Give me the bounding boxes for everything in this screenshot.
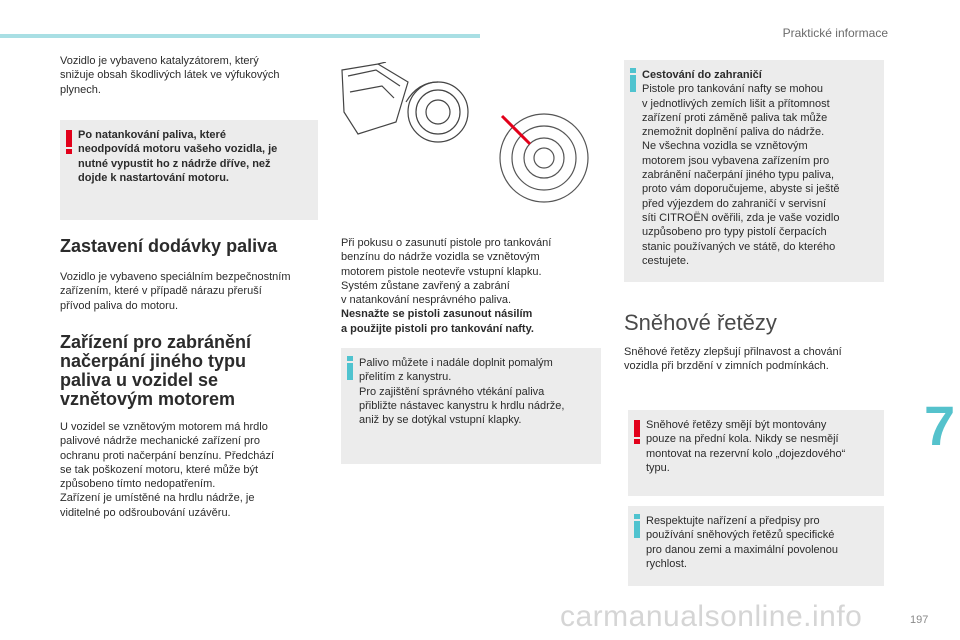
warning-box-fuel — [60, 120, 318, 220]
page-number: 197 — [910, 614, 929, 626]
info-box-regulations — [628, 506, 884, 586]
fuel-filler-neck-illustration — [338, 62, 478, 152]
warning-box-snow-chains — [628, 410, 884, 496]
filler-cap-detail-icon — [496, 110, 592, 206]
info-icon — [630, 68, 636, 92]
heading-misfuel-device: Zařízení pro zabránění načerpání jiného typu paliva u vozidel se vznětovým motorem — [60, 332, 252, 409]
warning-text: Po natankování paliva, které neodpovídá motoru vašeho vozidla, je nutné vypustit ho z nádrže dříve, než dojde k nastartování motoru. — [78, 129, 278, 184]
chapter-number: 7 — [924, 394, 956, 457]
info-icon — [347, 356, 353, 380]
heading-snow-chains: Sněhové řetězy — [624, 310, 777, 335]
fuel-cutoff-paragraph: Vozidlo je vybaveno speciálním bezpečnostním zařízením, které v případě nárazu přeruší přívod paliva do motoru. — [60, 271, 291, 312]
snow-chains-warning-text: Sněhové řetězy smějí být montovány pouze na přední kola. Nikdy se nesmějí montovat na rezervní kolo „dojezdového“ typu. — [646, 419, 846, 474]
watermark: carmanualsonline.info — [560, 600, 863, 633]
info-box-travel-abroad — [624, 60, 884, 282]
section-title: Praktické informace — [782, 26, 888, 40]
warning-icon — [634, 420, 640, 444]
heading-fuel-cutoff: Zastavení dodávky paliva — [60, 236, 278, 256]
snow-chains-paragraph: Sněhové řetězy zlepšují přilnavost a chování vozidla při brzdění v zimních podmínkách. — [624, 346, 842, 373]
info-text: Palivo můžete i nadále doplnit pomalým přelitím z kanystru. Pro zajištění správného vtékání paliva přibližte nástavec kanystru k hrdlu nádrže, aniž by se dotýkal vstupní klapky. — [359, 357, 565, 427]
section-accent-bar — [0, 34, 480, 38]
intro-paragraph: Vozidlo je vybaveno katalyzátorem, který snižuje obsah škodlivých látek ve výfukových plynech. — [60, 55, 280, 96]
misfuel-device-paragraph: U vozidel se vznětovým motorem má hrdlo palivové nádrže mechanické zařízení pro ochranu proti načerpání benzínu. Předchází se tak poškození motoru, které může být způsobeno tímto nedopatřením. Zařízení je umístěné na hrdlu nádrže, je viditelné po odšroubování uzávěru. — [60, 421, 275, 519]
info-icon — [634, 514, 640, 538]
warning-icon — [66, 130, 72, 154]
misfuel-explanation-paragraph: Při pokusu o zasunutí pistole pro tankování benzínu do nádrže vozidla se vznětovým motorem pistole neotevře vstupní klapku. Systém zůstane zavřený a zabrání v natankování nesprávného paliva. Nesnažte se pistoli zasunout násilím a použijte pistoli pro tankování nafty. — [341, 237, 552, 335]
travel-abroad-text: Cestování do zahraničí Pistole pro tankování nafty se mohou v jednotlivých zemích lišit a přítomnost zařízení proti záměně paliva tak může znemožnit doplnění paliva do nádrže. Ne všechna vozidla se vznětovým motorem jsou vybavena zařízením pro zabránění načerpání jiného typu paliva, proto vám doporučujeme, abyste si ještě před výjezdem do zahraničí v servisní síti CITROËN ověřili, zda je vaše vozidlo uzpůsobeno pro typy pistolí čerpacích stanic používaných ve státě, do kterého cestujete. — [642, 69, 840, 267]
info-box-canister — [341, 348, 601, 464]
regulations-text: Respektujte nařízení a předpisy pro používání sněhových řetězů specifické pro danou zemi a maximální povolenou rychlost. — [646, 515, 839, 570]
